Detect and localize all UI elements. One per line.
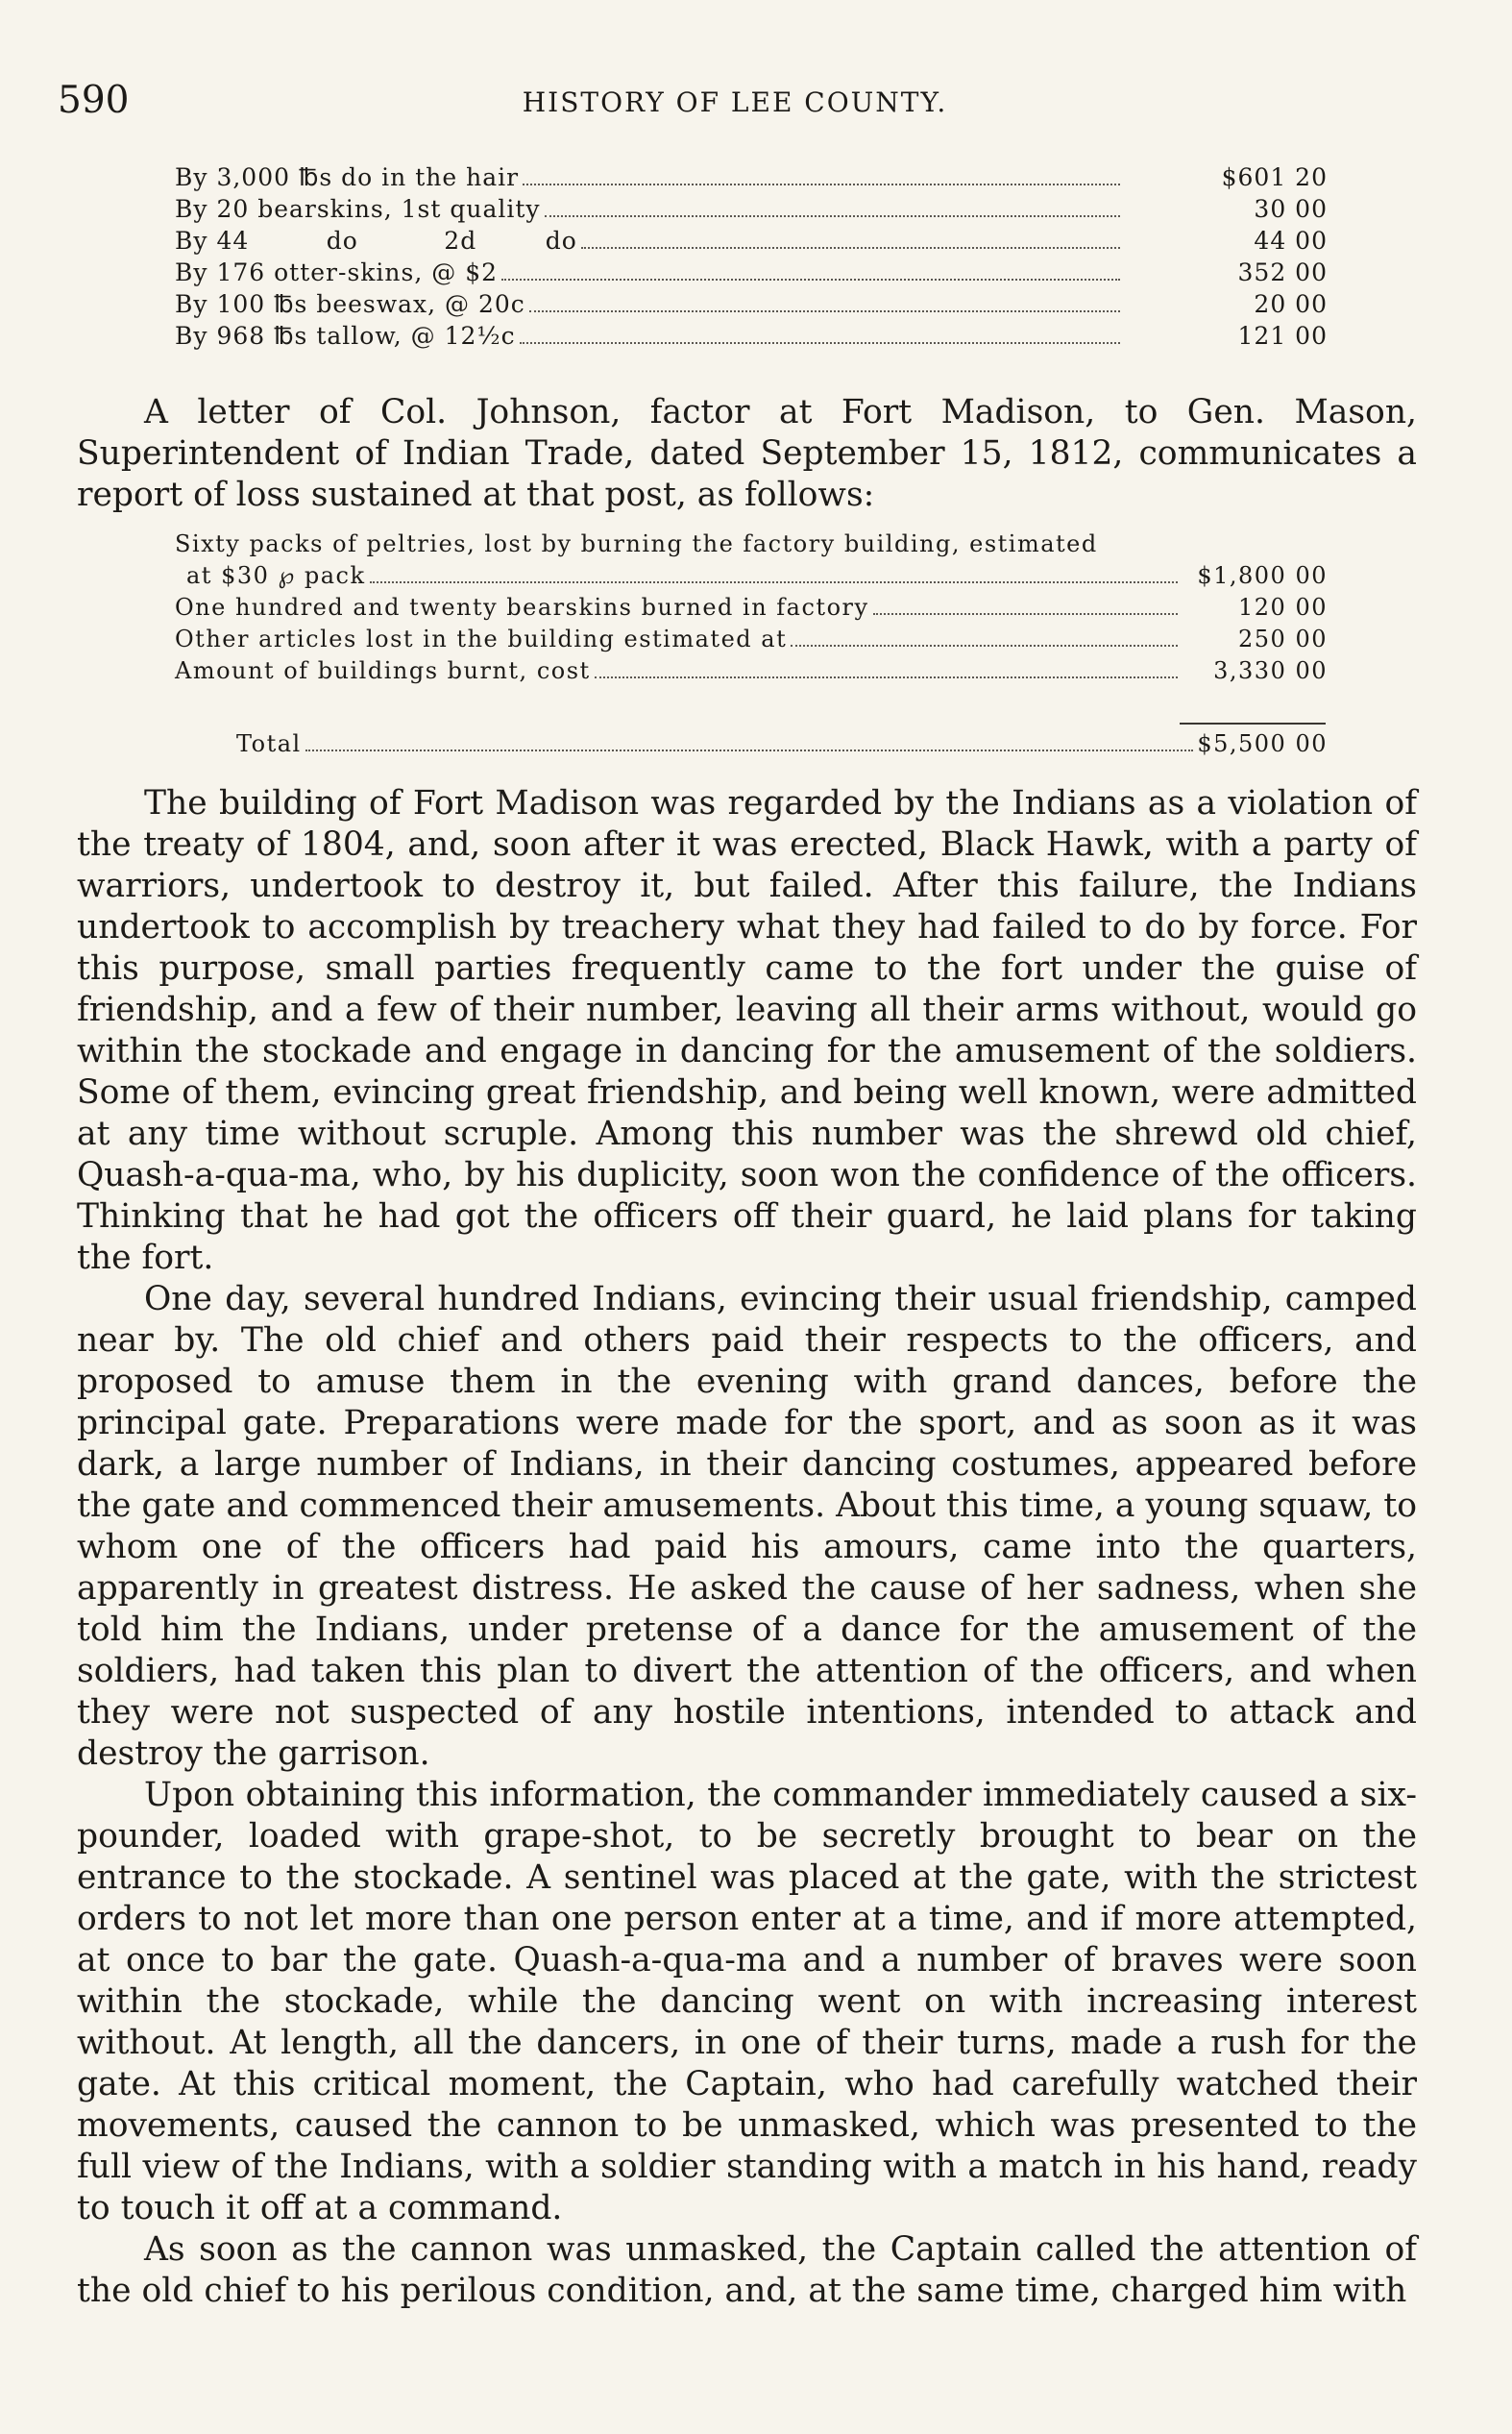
loss-row xyxy=(175,562,1328,594)
ledger-desc: By 968 ℔s tallow, @ 12½c xyxy=(175,322,516,350)
ledger-amount: $601 20 xyxy=(1221,163,1328,191)
ledger-row xyxy=(175,227,1328,258)
ledger-amount: 121 00 xyxy=(1237,322,1328,350)
leader-dots xyxy=(523,184,1120,185)
paragraph: The building of Fort Madison was regarded by the Indians as a violation of the treaty of 1804, and, soon after it was erected, Black Hawk, with a party of warriors, undertook to destroy it, but failed. After this failure, the Indians undertook to accomplish by treachery what they had failed to do by force. For this purpose, small parties frequently came to the fort under the guise of friendship, and a few of their number, leaving all their arms without, would go within the stockade and engage in dancing for the amusement of the soldiers. Some of them, evincing great friendship, and being well known, were admitted at any time without scruple. Among this number was the shrewd old chief, Quash-a-qua-ma, who, by his duplicity, soon won the confidence of the officers. Thinking that he had got the officers off their guard, he laid plans for taking the fort. xyxy=(77,784,1417,1277)
ledger-row xyxy=(175,195,1328,227)
loss-desc: at $30 ℘ pack xyxy=(186,562,366,589)
loss-row xyxy=(175,657,1328,689)
loss-row-heading xyxy=(175,530,1328,562)
ledger-amount: 44 00 xyxy=(1254,227,1328,255)
leader-dots xyxy=(520,342,1120,344)
loss-amount: 250 00 xyxy=(1238,626,1328,652)
loss-desc: Sixty packs of peltries, lost by burning the factory building, estimated xyxy=(175,530,1098,557)
ledger-row xyxy=(175,163,1328,195)
total-label: Total xyxy=(236,730,302,757)
leader-dots xyxy=(305,750,1194,751)
paragraph: As soon as the cannon was unmasked, the Captain called the attention of the old chief to his perilous condition, and, at the same time, charged him with xyxy=(77,2230,1417,2310)
ledger-amount: 352 00 xyxy=(1237,258,1328,286)
page-number: 590 xyxy=(58,79,130,122)
ledger-row xyxy=(175,322,1328,354)
loss-amount: 3,330 00 xyxy=(1213,657,1328,684)
leader-dots xyxy=(529,310,1120,312)
total-row xyxy=(236,723,1328,773)
loss-desc: Amount of buildings burnt, cost xyxy=(175,657,591,684)
loss-desc: One hundred and twenty bearskins burned in factory xyxy=(175,594,869,621)
leader-dots xyxy=(791,645,1178,647)
leader-dots xyxy=(595,676,1178,678)
ledger-amount: 20 00 xyxy=(1254,290,1328,318)
intro-paragraph xyxy=(77,392,1417,516)
running-title: HISTORY OF LEE COUNTY. xyxy=(522,86,948,118)
paragraph: Upon obtaining this information, the commander immediately caused a six-pounder, loaded with grape-shot, to be secretly brought to bear on the entrance to the stockade. A sentinel was placed at the gate, with the strictest orders to not let more than one person enter at a time, and if more attempted, at once to bar the gate. Quash-a-qua-ma and a number of braves were soon within the stockade, while the dancing went on with increasing interest without. At length, all the dancers, in one of their turns, made a rush for the gate. At this critical moment, the Captain, who had carefully watched their movements, caused the cannon to be unmasked, which was presented to the full view of the Indians, with a soldier standing with a match in his hand, ready to touch it off at a command. xyxy=(77,1776,1417,2227)
leader-dots xyxy=(370,581,1178,583)
body-text xyxy=(77,783,1417,2312)
ledger-desc: By 176 otter-skins, @ $2 xyxy=(175,258,498,286)
loss-row xyxy=(175,594,1328,626)
ledger-desc: By 44 do 2d do xyxy=(175,227,577,255)
ledger-desc: By 3,000 ℔s do in the hair xyxy=(175,163,520,191)
paragraph: One day, several hundred Indians, evincing their usual friendship, camped near by. The old chief and others paid their respects to the officers, and proposed to amuse them in the evening with grand dances, before the principal gate. Preparations were made for the sport, and as soon as it was dark, a large number of Indians, in their dancing costumes, appeared before the gate and commenced their amusements. About this time, a young squaw, to whom one of the officers had paid his amours, came into the quarters, apparently in greatest distress. He asked the cause of her sadness, when she told him the Indians, under pretense of a dance for the amusement of the soldiers, had taken this plan to divert the attention of the officers, and when they were not suspected of any hostile intentions, intended to attack and destroy the garrison. xyxy=(77,1280,1417,1773)
ledger-table xyxy=(175,163,1328,354)
ledger-desc: By 20 bearskins, 1st quality xyxy=(175,195,541,223)
loss-amount: 120 00 xyxy=(1238,594,1328,621)
ledger-row xyxy=(175,290,1328,322)
loss-table xyxy=(175,530,1328,689)
ledger-amount: 30 00 xyxy=(1254,195,1328,223)
ledger-desc: By 100 ℔s beeswax, @ 20c xyxy=(175,290,525,318)
ledger-row xyxy=(175,258,1328,290)
leader-dots xyxy=(581,247,1120,249)
loss-row xyxy=(175,626,1328,657)
leader-dots xyxy=(873,613,1178,615)
paragraph: A letter of Col. Johnson, factor at Fort Madison, to Gen. Mason, Superintendent of Indian Trade, dated September 15, 1812, communicates a report of loss sustained at that post, as follows: xyxy=(77,393,1417,514)
leader-dots xyxy=(545,215,1120,217)
loss-desc: Other articles lost in the building estimated at xyxy=(175,626,788,652)
page-header xyxy=(58,79,1412,136)
leader-dots xyxy=(501,279,1120,281)
total-amount: $5,500 00 xyxy=(1197,730,1328,757)
loss-amount: $1,800 00 xyxy=(1197,562,1328,589)
